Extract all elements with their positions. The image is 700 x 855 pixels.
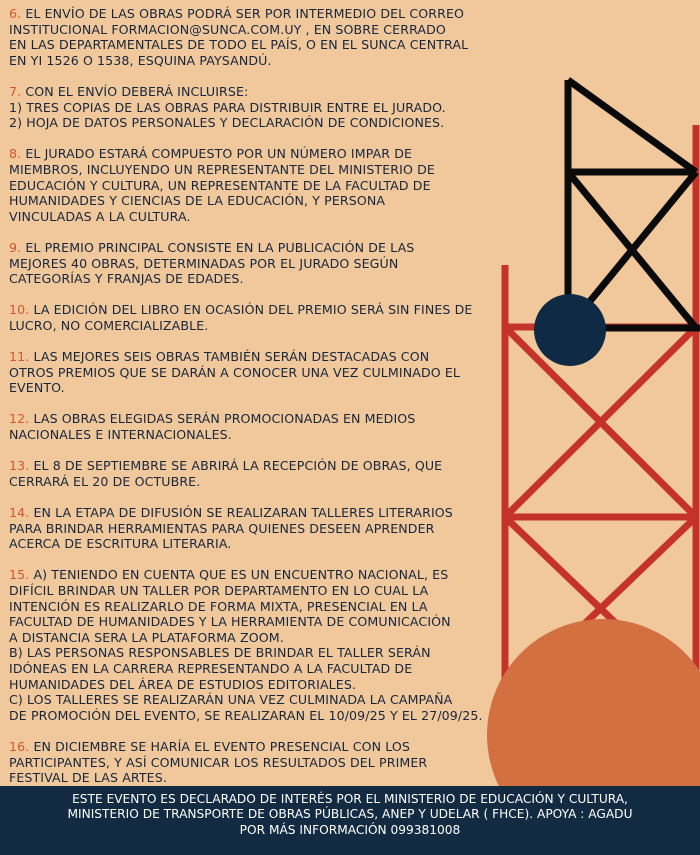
- conditions-list: [9, 6, 699, 801]
- item-number: 15.: [9, 567, 30, 583]
- footer-banner: ESTE EVENTO ES DECLARADO DE INTERÉS POR EL MINISTERIO DE EDUCACIÓN Y CULTURA, MINISTERIO DE TRANSPORTE DE OBRAS PÚBLICAS, ANEP Y UDELAR ( FHCE). APOYA : AGADU POR MÁS INFORMACIÓN 099381008: [0, 786, 700, 855]
- item-number: 7.: [9, 83, 22, 99]
- item-number: 13.: [9, 458, 30, 474]
- list-item: [9, 739, 699, 786]
- list-item: [9, 6, 699, 68]
- item-text: EN LA ETAPA DE DIFUSIÓN SE REALIZARAN TALLERES LITERARIOS PARA BRINDAR HERRAMIENTAS PARA QUIENES DESEEN APRENDER ACERCA DE ESCRITURA LITERARIA.: [9, 505, 453, 552]
- list-item: [9, 411, 699, 442]
- item-text: LAS MEJORES SEIS OBRAS TAMBIÉN SERÁN DESTACADAS CON OTROS PREMIOS QUE SE DARÁN A CONOCER UNA VEZ CULMINADO EL EVENTO.: [9, 349, 461, 396]
- item-text: EL JURADO ESTARÁ COMPUESTO POR UN NÚMERO IMPAR DE MIEMBROS, INCLUYENDO UN REPRESENTANTE DEL MINISTERIO DE EDUCACIÓN Y CULTURA, UN REPRESENTANTE DE LA FACULTAD DE HUMANIDADES Y CIENCIAS DE LA EDUCACIÓN, Y PERSONA VINCULADAS A LA CULTURA.: [9, 146, 435, 224]
- list-item: [9, 240, 699, 287]
- list-item: [9, 458, 699, 489]
- item-text: EL PREMIO PRINCIPAL CONSISTE EN LA PUBLICACIÓN DE LAS MEJORES 40 OBRAS, DETERMINADAS POR EL JURADO SEGÚN CATEGORÍAS Y FRANJAS DE EDADES.: [9, 239, 415, 287]
- item-number: 11.: [9, 349, 30, 365]
- item-number: 12.: [9, 411, 30, 427]
- item-text: CON EL ENVÍO DEBERÁ INCLUIRSE: 1) TRES COPIAS DE LAS OBRAS PARA DISTRIBUIR ENTRE EL JURADO. 2) HOJA DE DATOS PERSONALES Y DECLARACIÓN DE CONDICIONES.: [9, 83, 446, 131]
- item-number: 16.: [9, 738, 30, 754]
- item-number: 6.: [9, 6, 22, 21]
- item-number: 10.: [9, 302, 30, 318]
- list-item: [9, 146, 699, 224]
- item-number: 8.: [9, 146, 22, 162]
- item-text: LAS OBRAS ELEGIDAS SERÁN PROMOCIONADAS EN MEDIOS NACIONALES E INTERNACIONALES.: [9, 411, 416, 443]
- list-item: [9, 302, 699, 333]
- item-number: 14.: [9, 505, 30, 520]
- item-text: EL ENVÍO DE LAS OBRAS PODRÁ SER POR INTERMEDIO DEL CORREO INSTITUCIONAL FORMACION@SUNCA.COM.UY , EN SOBRE CERRADO EN LAS DEPARTAMENTALES DE TODO EL PAÍS, O EN EL SUNCA CENTRAL EN YI 1526 O 1538, ESQUINA PAYSANDÚ.: [9, 6, 469, 68]
- list-item: [9, 349, 699, 396]
- list-item: [9, 567, 699, 723]
- item-text: EN DICIEMBRE SE HARÍA EL EVENTO PRESENCIAL CON LOS PARTICIPANTES, Y ASÍ COMUNICAR LOS RESULTADOS DEL PRIMER FESTIVAL DE LAS ARTES.: [9, 738, 428, 786]
- list-item: [9, 84, 699, 131]
- item-text: A) TENIENDO EN CUENTA QUE ES UN ENCUENTRO NACIONAL, ES DIFÍCIL BRINDAR UN TALLER POR DEPARTAMENTO EN LO CUAL LA INTENCIÓN ES REALIZARLO DE FORMA MIXTA, PRESENCIAL EN LA FACULTAD DE HUMANIDADES Y LA HERRAMIENTA DE COMUNICACIÓN A DISTANCIA SERA LA PLATAFORMA ZOOM. B) LAS PERSONAS RESPONSABLES DE BRINDAR EL TALLER SERÁN IDÓNEAS EN LA CARRERA REPRESENTANDO A LA FACULTAD DE HUMANIDADES DEL ÁREA DE ESTUDIOS EDITORIALES. C) LOS TALLERES SE REALIZARÁN UNA VEZ CULMINADA LA CAMPAÑA DE PROMOCIÓN DEL EVENTO, SE REALIZARAN EL 10/09/25 Y EL 27/09/25.: [9, 567, 483, 723]
- item-text: LA EDICIÓN DEL LIBRO EN OCASIÓN DEL PREMIO SERÁ SIN FINES DE LUCRO, NO COMERCIALIZABLE.: [9, 302, 473, 333]
- list-item: [9, 505, 699, 552]
- item-text: EL 8 DE SEPTIEMBRE SE ABRIRÁ LA RECEPCIÓN DE OBRAS, QUE CERRARÁ EL 20 DE OCTUBRE.: [9, 458, 443, 489]
- item-number: 9.: [9, 239, 22, 255]
